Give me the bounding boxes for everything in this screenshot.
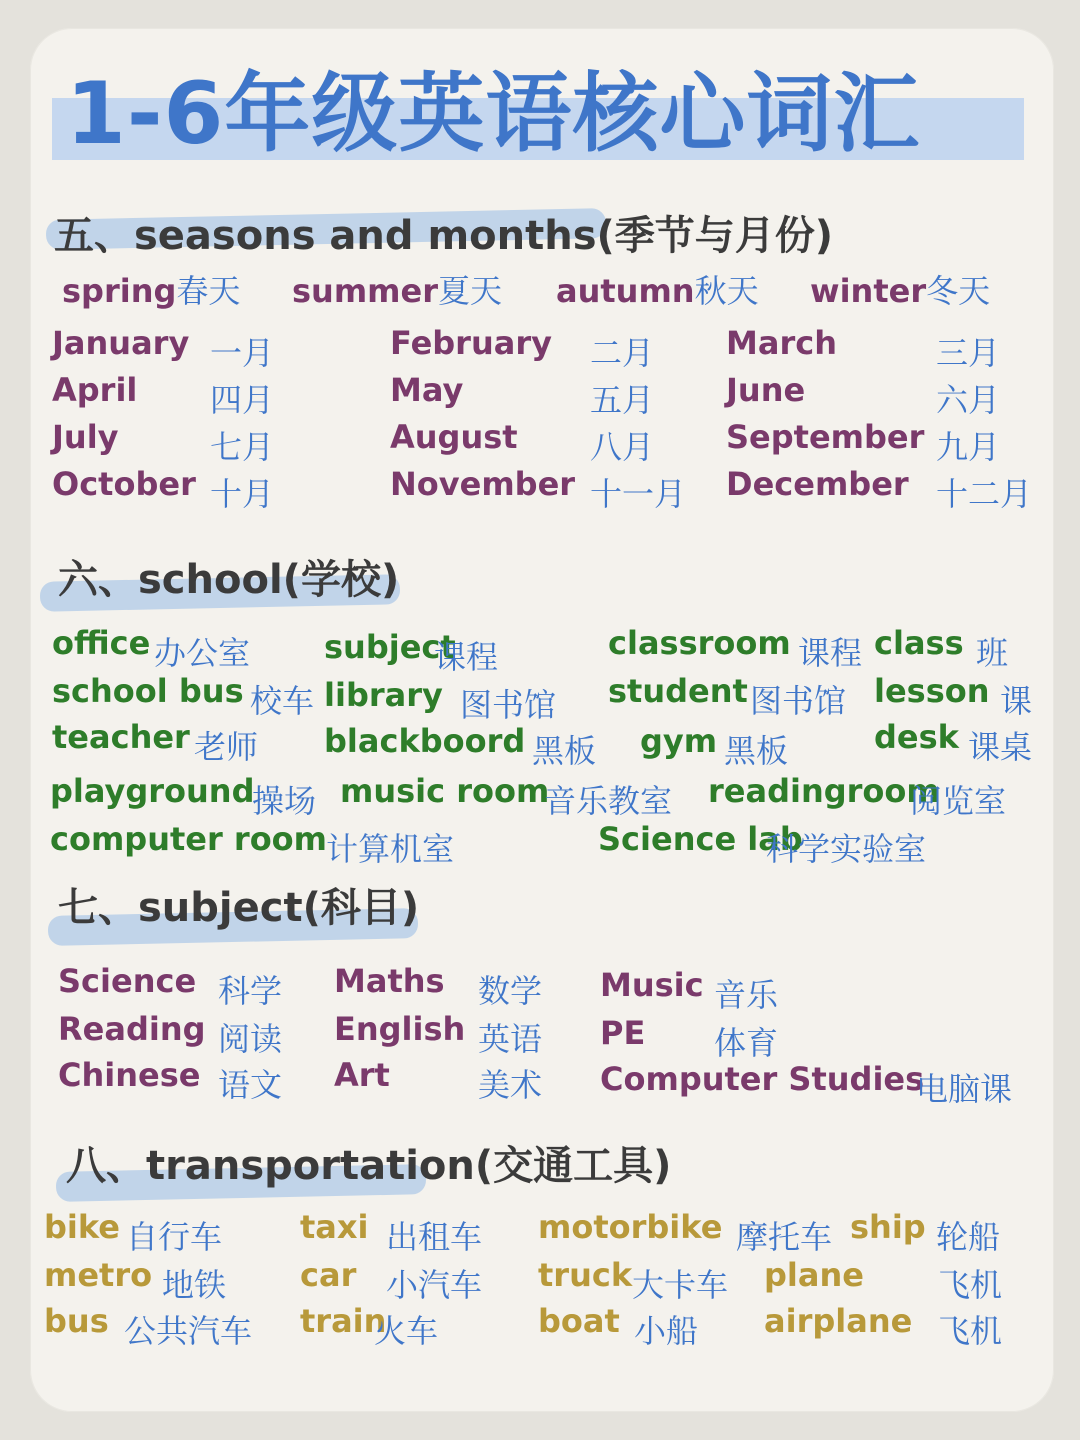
word-cn: 地铁 xyxy=(162,1266,227,1304)
word-en: PE xyxy=(600,1014,646,1052)
word-en: English xyxy=(334,1010,466,1048)
word-en: January xyxy=(52,324,190,362)
word-en: Reading xyxy=(58,1010,206,1048)
word-cn: 图书馆 xyxy=(460,686,557,724)
word-cn: 火车 xyxy=(374,1312,439,1350)
list-item: spring春天 xyxy=(62,272,241,310)
word-cn: 电脑课 xyxy=(916,1070,1013,1108)
word-en: Music xyxy=(600,966,704,1004)
word-en: music room xyxy=(340,772,550,810)
word-en: desk xyxy=(874,718,959,756)
word-cn: 八月 xyxy=(590,428,655,466)
word-en: car xyxy=(300,1256,357,1294)
word-en: school bus xyxy=(52,672,244,710)
word-cn: 美术 xyxy=(478,1066,543,1104)
word-cn: 操场 xyxy=(252,782,317,820)
word-en: airplane xyxy=(764,1302,913,1340)
word-en: Chinese xyxy=(58,1056,201,1094)
word-en: truck xyxy=(538,1256,633,1294)
word-cn: 十一月 xyxy=(590,475,687,513)
word-en: class xyxy=(874,624,964,662)
section-heading-subject: 七、subject(科目) xyxy=(58,885,420,931)
word-cn: 小船 xyxy=(634,1312,699,1350)
word-en: blackboord xyxy=(324,722,526,760)
section-heading-transport: 八、transportation(交通工具) xyxy=(66,1143,672,1189)
word-en: boat xyxy=(538,1302,620,1340)
word-cn: 语文 xyxy=(218,1066,283,1104)
word-en: gym xyxy=(640,722,718,760)
word-cn: 大卡车 xyxy=(632,1266,729,1304)
word-en: July xyxy=(52,418,119,456)
word-en: readingroom xyxy=(708,772,940,810)
word-en: March xyxy=(726,324,837,362)
word-en: lesson xyxy=(874,672,990,710)
word-en: teacher xyxy=(52,718,190,756)
word-cn: 英语 xyxy=(478,1020,543,1058)
word-en: Maths xyxy=(334,962,445,1000)
word-en: classroom xyxy=(608,624,791,662)
word-en: bike xyxy=(44,1208,120,1246)
word-cn: 二月 xyxy=(590,334,655,372)
word-cn: 九月 xyxy=(936,428,1001,466)
word-en: Science xyxy=(58,962,197,1000)
word-cn: 十二月 xyxy=(936,475,1033,513)
word-en: office xyxy=(52,624,151,662)
section-heading-seasons: 五、seasons and months(季节与月份) xyxy=(54,213,834,259)
word-cn: 老师 xyxy=(194,728,259,766)
word-cn: 飞机 xyxy=(938,1312,1003,1350)
word-en: train xyxy=(300,1302,387,1340)
word-cn: 图书馆 xyxy=(750,682,847,720)
word-cn: 七月 xyxy=(210,428,275,466)
word-en: metro xyxy=(44,1256,153,1294)
word-cn: 公共汽车 xyxy=(124,1312,253,1350)
word-en: student xyxy=(608,672,748,710)
word-en: September xyxy=(726,418,925,456)
list-item: winter冬天 xyxy=(810,272,991,310)
word-cn: 计算机室 xyxy=(326,830,455,868)
word-cn: 科学实验室 xyxy=(766,830,927,868)
word-en: ship xyxy=(850,1208,926,1246)
word-en: subject xyxy=(324,628,456,666)
word-cn: 四月 xyxy=(210,381,275,419)
word-cn: 六月 xyxy=(936,381,1001,419)
word-cn: 音乐 xyxy=(714,976,779,1014)
word-cn: 数学 xyxy=(478,972,543,1010)
word-en: December xyxy=(726,465,909,503)
word-cn: 五月 xyxy=(590,381,655,419)
word-en: Computer Studies xyxy=(600,1060,925,1098)
word-cn: 十月 xyxy=(210,475,275,513)
word-en: playground xyxy=(50,772,255,810)
list-item: autumn秋天 xyxy=(556,272,759,310)
word-en: motorbike xyxy=(538,1208,723,1246)
word-cn: 飞机 xyxy=(938,1266,1003,1304)
word-cn: 摩托车 xyxy=(736,1218,833,1256)
word-en: August xyxy=(390,418,518,456)
word-cn: 阅览室 xyxy=(910,782,1007,820)
word-cn: 小汽车 xyxy=(386,1266,483,1304)
word-cn: 黑板 xyxy=(724,732,789,770)
list-item: summer夏天 xyxy=(292,272,503,310)
word-en: Science lab xyxy=(598,820,803,858)
word-en: bus xyxy=(44,1302,109,1340)
word-cn: 课程 xyxy=(434,638,499,676)
word-cn: 体育 xyxy=(714,1024,779,1062)
word-cn: 三月 xyxy=(936,334,1001,372)
word-en: computer room xyxy=(50,820,327,858)
word-en: February xyxy=(390,324,552,362)
word-cn: 班 xyxy=(976,634,1009,672)
word-en: June xyxy=(726,371,806,409)
word-cn: 校车 xyxy=(250,682,315,720)
word-en: October xyxy=(52,465,196,503)
word-en: November xyxy=(390,465,576,503)
word-cn: 轮船 xyxy=(936,1218,1001,1256)
word-cn: 课桌 xyxy=(968,728,1033,766)
word-cn: 自行车 xyxy=(126,1218,223,1256)
word-cn: 办公室 xyxy=(154,634,251,672)
word-cn: 阅读 xyxy=(218,1020,283,1058)
word-en: library xyxy=(324,676,443,714)
section-heading-school: 六、school(学校) xyxy=(58,557,400,603)
word-cn: 黑板 xyxy=(532,732,597,770)
word-en: plane xyxy=(764,1256,864,1294)
word-cn: 一月 xyxy=(210,334,275,372)
word-cn: 科学 xyxy=(218,972,283,1010)
word-en: taxi xyxy=(300,1208,369,1246)
page-title: 1-6年级英语核心词汇 xyxy=(66,64,921,164)
word-cn: 课 xyxy=(1000,682,1033,720)
word-en: May xyxy=(390,371,464,409)
word-cn: 音乐教室 xyxy=(544,782,673,820)
word-en: Art xyxy=(334,1056,390,1094)
word-cn: 出租车 xyxy=(386,1218,483,1256)
word-en: April xyxy=(52,371,138,409)
word-cn: 课程 xyxy=(798,634,863,672)
